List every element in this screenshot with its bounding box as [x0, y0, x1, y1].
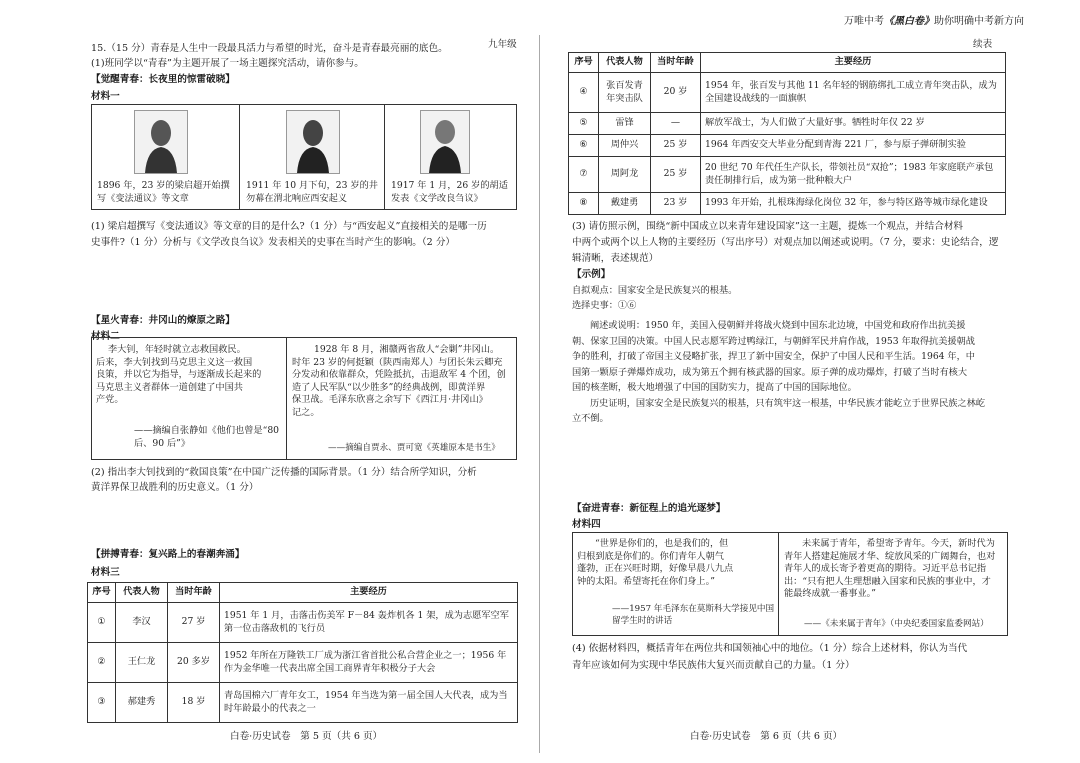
- row-no: ②: [88, 643, 116, 683]
- table-row: [88, 683, 518, 723]
- section-1-title: 【觉醒青春：长夜里的惊雷破晓】: [91, 74, 235, 85]
- material-4-left-line: 蓬勃，正在兴旺时期，好像早晨八九点: [577, 563, 734, 575]
- example-line: 立不倒。: [572, 413, 609, 424]
- material-2-label: 材料二: [91, 331, 120, 342]
- material-4-right-line: 能最终成就一番事业。”: [784, 588, 876, 600]
- material-2-left-line: 后来，李大钊找到马克思主义这一救国: [96, 356, 253, 368]
- table-row: [569, 157, 1006, 193]
- photo-2-caption: 1911 年 10 月下旬，23 岁的井勿幕在渭北响应西安起义: [246, 180, 378, 204]
- material-2-left-text: [96, 344, 282, 407]
- row-age: 23 岁: [651, 193, 701, 215]
- material-2-right-line: 时年 23 岁的何挺颖（陕西南郑人）与团长朱云卿充: [292, 356, 503, 368]
- col-header-age: 当时年龄: [168, 583, 220, 603]
- example-label: 【示例】: [572, 269, 611, 280]
- table-row: [569, 73, 1006, 113]
- continued-table: [568, 52, 1006, 215]
- example-line: 国的核垄断，极大地增强了中国的国防实力，提高了中国的国际地位。: [572, 382, 857, 393]
- material-2-right-line: 造了人民军队“以少胜多”的经典战例，即黄洋界: [292, 381, 486, 393]
- material-2-left-line: 良策，并以它为指导，与逐渐成长起来的: [96, 369, 262, 381]
- row-age: 25 岁: [651, 157, 701, 193]
- row-age: 20 多岁: [168, 643, 220, 683]
- section-2-title: 【星火青春：井冈山的燎原之路】: [91, 315, 235, 326]
- page-divider: [539, 35, 540, 753]
- material-4-right-source: ——《未来属于青年》（中央纪委国家监委网站）: [804, 619, 989, 629]
- question-2-line-2: 黄洋界保卫战胜利的历史意义。（1 分）: [91, 482, 259, 493]
- row-no: ⑥: [569, 135, 599, 157]
- photo-liang-qichao: [134, 110, 188, 174]
- question-15-intro: 15.（15 分）青春是人生中一段最具活力与希望的时光，奋斗是青春最亮丽的底色。: [91, 43, 448, 54]
- material-2-left-line: 产党。: [96, 394, 124, 406]
- col-header-no: 序号: [88, 583, 116, 603]
- question-3-line-2: 中两个或两个以上人物的主要经历（写出序号）对观点加以阐述或说明。（7 分，要求：史论结合，逻: [572, 237, 999, 248]
- row-person: 张百发青年突击队: [599, 73, 651, 113]
- row-person: 王仁龙: [116, 643, 168, 683]
- material-4-right-line: 青年人搭建起施展才华、绽放风采的广阔舞台，也对: [784, 550, 996, 562]
- question-3-line-1: (3) 请仿照示例，围绕“新中国成立以来青年建设国家”这一主题，提炼一个观点，并结合材料: [572, 221, 964, 232]
- photo-1-caption: 1896 年，23 岁的梁启超开始撰写《变法通议》等文章: [97, 180, 230, 204]
- table-row: [88, 603, 518, 643]
- material-4-right-text: [784, 538, 1006, 601]
- row-no: ①: [88, 603, 116, 643]
- material-2-right-line: 分发动和依靠群众，凭险抵抗，击退敌军 4 个团，创: [292, 369, 506, 381]
- brand-header: [844, 15, 1024, 28]
- col-header-experience: 主要经历: [220, 583, 518, 603]
- material-4-left-line: 归根到底是你们的。你们青年人朝气: [577, 550, 724, 562]
- handwritten-grade-note: 九年级: [488, 39, 517, 50]
- example-body: [572, 318, 1012, 427]
- row-experience: 1951 年 1 月，击落击伤美军 F－84 轰炸机各 1 架，成为志愿军空军第一位击落敌机的飞行员: [220, 603, 518, 643]
- question-4-line-2: 青年应该如何为实现中华民族伟大复兴而贡献自己的力量。（1 分）: [572, 660, 855, 671]
- row-age: 20 岁: [651, 73, 701, 113]
- continued-label: 续表: [973, 39, 993, 50]
- material-4-right-line: 出：“只有把人生理想融入国家和民族的事业中，才: [784, 575, 991, 587]
- row-person: 周仲兴: [599, 135, 651, 157]
- row-no: ⑧: [569, 193, 599, 215]
- brand-name: 《黑白卷》: [884, 16, 934, 27]
- material-4-label: 材料四: [572, 519, 601, 530]
- section-4-title: 【奋进青春：新征程上的追光逐梦】: [572, 503, 726, 514]
- col-header-experience: 主要经历: [701, 53, 1006, 73]
- question-15-task: (1)班同学以“青春”为主题开展了一场主题探究活动，请你参与。: [91, 58, 364, 69]
- row-experience: 1964 年西安交大毕业分配到青海 221 厂，参与原子弹研制实验: [701, 135, 1006, 157]
- row-experience: 20 世纪 70 年代任生产队长，带领社员“双抢”；1983 年家庭联产承包责任制排行后，成为第一批种粮大户: [701, 157, 1006, 193]
- example-line: 朝、保家卫国的决策。中国人民志愿军跨过鸭绿江，与朝鲜军民并肩作战，1953 年取得抗美援朝战: [572, 335, 975, 347]
- question-1-line-1: (1) 梁启超撰写《变法通议》等文章的目的是什么?（1 分）与“西安起义”直接相关的是哪一历: [91, 221, 487, 232]
- material-2-right-line: 保卫战。毛泽东欣喜之余写下《西江月·井冈山》: [292, 394, 488, 406]
- row-person: 郝建秀: [116, 683, 168, 723]
- material-2-left-source: ——摘编自张静如《他们也曾是“80 后、90 后”》: [134, 425, 280, 449]
- row-age: 25 岁: [651, 135, 701, 157]
- table-header-row: [569, 53, 1006, 73]
- col-header-age: 当时年龄: [651, 53, 701, 73]
- example-choice: 选择史事：①⑥: [572, 300, 637, 311]
- row-experience: 解放军战士，为人们做了大量好事。牺牲时年仅 22 岁: [701, 113, 1006, 135]
- material-2-left-line: 马克思主义者群体一道创建了中国共: [96, 381, 243, 393]
- page-6-footer: 白卷·历史试卷 第 6 页（共 6 页）: [690, 731, 843, 742]
- table-row: [569, 135, 1006, 157]
- material-2-right-line: 记之。: [292, 406, 320, 418]
- table-header-row: [88, 583, 518, 603]
- question-3-line-3: 辑清晰，表述规范）: [572, 253, 659, 264]
- material-3-table: [87, 582, 518, 723]
- row-experience: 1952 年所在万隆铁工厂成为浙江省首批公私合营企业之一；1956 年作为金华唯一代表出席全国工商界青年积极分子大会: [220, 643, 518, 683]
- material-3-label: 材料三: [91, 567, 120, 578]
- photo-hu-shi: [420, 110, 470, 174]
- question-2-line-1: (2) 指出李大钊找到的“救国良策”在中国广泛传播的国际背景。（1 分）结合所学知识，分析: [91, 467, 477, 478]
- row-experience: 1954 年，张百发与其他 11 名年轻的钢筋绑扎工成立青年突击队，成为全国建设战线的一面旗帜: [701, 73, 1006, 113]
- table-row: [569, 113, 1006, 135]
- question-4-line-1: (4) 依据材料四，概括青年在两位共和国领袖心中的地位。（1 分）综合上述材料，你认为当代: [572, 643, 968, 654]
- row-no: ⑤: [569, 113, 599, 135]
- question-1-line-2: 史事件?（1 分）分析与《文学改良刍议》发表相关的史事在当时产生的影响。（2 分）: [91, 237, 456, 248]
- example-line: 国第一颗原子弹爆炸成功，成为第五个拥有核武器的国家。原子弹的成功爆炸，打破了当时有核大: [572, 366, 968, 378]
- row-person: 李汉: [116, 603, 168, 643]
- row-age: 18 岁: [168, 683, 220, 723]
- example-line: 历史证明，国家安全是民族复兴的根基，只有筑牢这一根基，中华民族才能屹立于世界民族之林屹: [590, 397, 986, 409]
- table-row: [88, 643, 518, 683]
- material-2-left-line: 李大钊，年轻时就立志救国救民。: [108, 344, 246, 355]
- section-3-title: 【拼搏青春：复兴路上的春潮奔涌】: [91, 549, 245, 560]
- material-4-left-source: ——1957 年毛泽东在莫斯科大学接见中国留学生时的讲话: [612, 604, 775, 626]
- page-5-footer: 白卷·历史试卷 第 5 页（共 6 页）: [230, 731, 383, 742]
- material-4-left-line: “世界是你们的，也是我们的，但: [595, 538, 729, 549]
- material-1-label: 材料一: [91, 91, 120, 102]
- material-4-right-line: 青年人的成长寄予着更高的期待。习近平总书记指: [784, 563, 987, 575]
- example-line: 阐述或说明：1950 年，美国入侵朝鲜并将战火烧到中国东北边境，中国党和政府作出抗美援: [590, 320, 966, 331]
- table-row: [569, 193, 1006, 215]
- brand-slogan: 助你明确中考新方向: [934, 16, 1024, 27]
- col-header-no: 序号: [569, 53, 599, 73]
- material-4-left-text: [577, 538, 775, 588]
- row-experience: 青岛国棉六厂青年女工，1954 年当选为第一届全国人大代表，成为当时年龄最小的代表之一: [220, 683, 518, 723]
- row-no: ④: [569, 73, 599, 113]
- photo-jing-wumu: [286, 110, 340, 174]
- row-no: ③: [88, 683, 116, 723]
- example-viewpoint: 自拟观点：国家安全是民族复兴的根基。: [572, 285, 738, 296]
- material-2-right-source: ——摘编自贾永、贾可宽《英雄原本是书生》: [328, 443, 500, 453]
- row-person: 雷锋: [599, 113, 651, 135]
- brand-prefix: 万唯中考: [844, 16, 884, 27]
- material-2-right-text: [292, 344, 514, 420]
- col-header-person: 代表人物: [116, 583, 168, 603]
- photo-3-caption: 1917 年 1 月，26 岁的胡适发表《文学改良刍议》: [391, 180, 508, 204]
- example-line: 争的胜利，打破了帝国主义侵略扩张，捍卫了新中国安全，保护了中国人民和平生活。1964 年，中: [572, 351, 975, 362]
- row-age: 27 岁: [168, 603, 220, 643]
- row-no: ⑦: [569, 157, 599, 193]
- material-4-right-line: 未来属于青年，希望寄予青年。今天，新时代为: [802, 538, 995, 549]
- row-experience: 1993 年开始，扎根珠海绿化岗位 32 年，参与特区路等城市绿化建设: [701, 193, 1006, 215]
- material-2-right-line: 1928 年 8 月，湘赣两省敌人“会剿”井冈山。: [314, 344, 500, 355]
- row-person: 周阿龙: [599, 157, 651, 193]
- material-4-left-line: 钟的太阳。希望寄托在你们身上。”: [577, 575, 715, 587]
- row-age: —: [651, 113, 701, 135]
- col-header-person: 代表人物: [599, 53, 651, 73]
- row-person: 戴建勇: [599, 193, 651, 215]
